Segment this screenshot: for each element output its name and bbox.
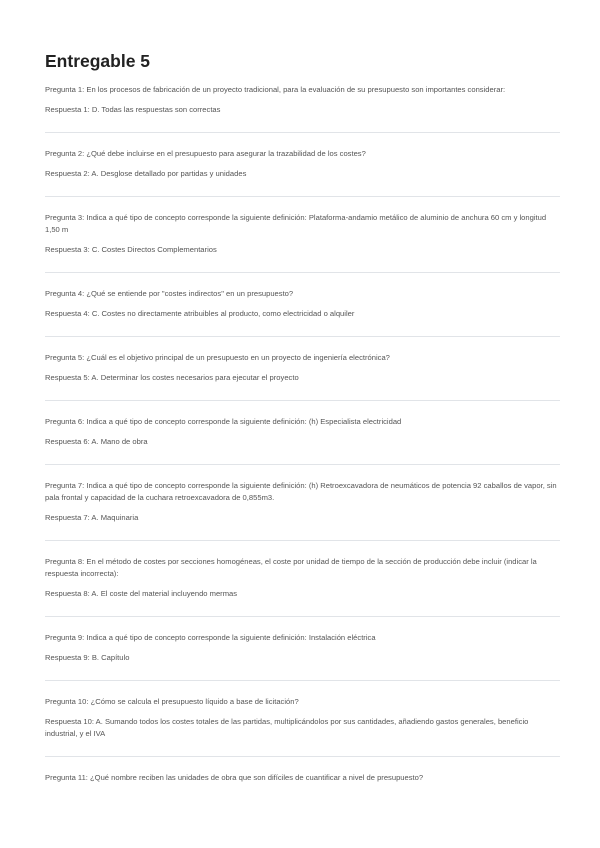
divider <box>45 272 560 273</box>
answer-text: Respuesta 7: A. Maquinaria <box>45 513 139 522</box>
question-text: Pregunta 6: Indica a qué tipo de concepto corresponde la siguiente definición: (h) Especialista electricidad <box>45 417 402 426</box>
divider <box>45 196 560 197</box>
question-text: Pregunta 8: En el método de costes por secciones homogéneas, el coste por unidad de tiempo de la sección de producción debe incluir (indicar la respuesta incorrecta): <box>45 557 537 578</box>
divider <box>45 540 560 541</box>
page-title: Entregable 5 <box>45 51 151 71</box>
question-text: Pregunta 4: ¿Qué se entiende por "costes indirectos" en un presupuesto? <box>45 289 294 298</box>
answer-text: Respuesta 3: C. Costes Directos Complementarios <box>45 245 217 254</box>
document-page <box>45 50 560 792</box>
answer-text: Respuesta 10: A. Sumando todos los costes totales de las partidas, multiplicándolos por sus cantidades, añadiendo gastos generales, beneficio industrial, y el IVA <box>45 717 529 738</box>
answer-text: Respuesta 9: B. Capítulo <box>45 653 130 662</box>
question-text: Pregunta 7: Indica a qué tipo de concepto corresponde la siguiente definición: (h) Retroexcavadora de neumáticos de potencia 92 caballos de vapor, sin pala frontal y capacidad de la cuchara retroexcavadora de 0,855m3. <box>45 481 557 502</box>
answer-text: Respuesta 4: C. Costes no directamente atribuibles al producto, como electricidad o alquiler <box>45 309 355 318</box>
divider <box>45 464 560 465</box>
question-text: Pregunta 1: En los procesos de fabricación de un proyecto tradicional, para la evaluación de su presupuesto son importantes considerar: <box>45 85 506 94</box>
question-text: Pregunta 2: ¿Qué debe incluirse en el presupuesto para asegurar la trazabilidad de los costes? <box>45 149 366 158</box>
divider <box>45 132 560 133</box>
answer-text: Respuesta 2: A. Desglose detallado por partidas y unidades <box>45 169 247 178</box>
divider <box>45 336 560 337</box>
question-text: Pregunta 5: ¿Cuál es el objetivo principal de un presupuesto en un proyecto de ingeniería electrónica? <box>45 353 390 362</box>
question-text: Pregunta 3: Indica a qué tipo de concepto corresponde la siguiente definición: Plataforma-andamio metálico de aluminio de anchura 60 cm y longitud 1,50 m <box>45 213 547 234</box>
divider <box>45 756 560 757</box>
answer-text: Respuesta 6: A. Mano de obra <box>45 437 148 446</box>
divider <box>45 680 560 681</box>
question-text: Pregunta 11: ¿Qué nombre reciben las unidades de obra que son difíciles de cuantificar a nivel de presupuesto? <box>45 773 424 782</box>
question-text: Pregunta 10: ¿Cómo se calcula el presupuesto líquido a base de licitación? <box>45 697 299 706</box>
divider <box>45 400 560 401</box>
answer-text: Respuesta 1: D. Todas las respuestas son correctas <box>45 105 221 114</box>
divider <box>45 616 560 617</box>
answer-text: Respuesta 5: A. Determinar los costes necesarios para ejecutar el proyecto <box>45 373 299 382</box>
answer-text: Respuesta 8: A. El coste del material incluyendo mermas <box>45 589 238 598</box>
qa-list <box>45 84 560 784</box>
question-text: Pregunta 9: Indica a qué tipo de concepto corresponde la siguiente definición: Instalación eléctrica <box>45 633 376 642</box>
